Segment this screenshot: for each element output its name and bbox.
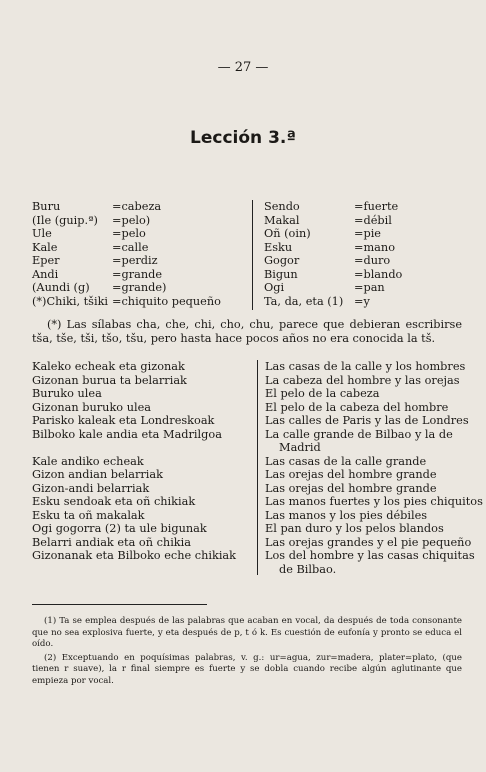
vocab-row xyxy=(264,295,462,309)
vocab-meaning: =grande xyxy=(112,267,163,281)
vocab-row xyxy=(264,254,462,268)
vocabulary-divider xyxy=(252,200,253,310)
vocab-meaning: =fuerte xyxy=(354,200,399,213)
sentence-spanish: Las orejas grandes y el pie pequeño xyxy=(265,535,472,549)
vocab-word: Bigun xyxy=(264,267,298,281)
footnote-2: (2) Exceptuando en poquísimas palabras, v. g.: ur=agua, zur=madera, plater=plato, (que tienen r suave), la r final siempre es fuerte y se dobla cuando recibe algún aglutinante que empieza por vocal. xyxy=(32,652,462,686)
sentence-spanish: La calle grande de Bilbao y la de xyxy=(265,427,453,441)
vocab-meaning: =perdiz xyxy=(112,254,158,267)
sentence-basque: Belarri andiak eta oñ chikia xyxy=(32,535,191,549)
sentence-spanish: Las manos y los pies débiles xyxy=(265,508,428,522)
sentence-basque: Gizonanak eta Bilboko eche chikiak xyxy=(32,549,237,562)
sentence-spanish: Las casas de la calle grande xyxy=(265,454,427,468)
vocab-row xyxy=(264,200,462,214)
sentence-spanish-continuation: Madrid xyxy=(279,441,321,454)
vocabulary-left-column xyxy=(32,200,242,308)
vocab-word: (Ile (guip.ª) xyxy=(32,213,98,227)
vocab-word: Makal xyxy=(264,213,300,227)
sentence-basque: Gizonan burua ta belarriak xyxy=(32,373,187,387)
vocab-row xyxy=(32,200,242,214)
vocab-word: Ogi xyxy=(264,281,285,294)
sentence-spanish: El pan duro y los pelos blandos xyxy=(265,522,444,535)
vocab-word: Oñ (oin) xyxy=(264,227,311,240)
sentence-basque: Kale andiko echeak xyxy=(32,454,144,468)
footnote-rule xyxy=(32,604,207,605)
vocab-meaning: =cabeza xyxy=(112,200,162,213)
vocab-row xyxy=(264,281,462,295)
sentences-basque-column xyxy=(32,360,252,563)
vocab-row xyxy=(32,241,242,255)
vocab-meaning: =blando xyxy=(354,267,403,281)
sentence-spanish: El pelo de la cabeza xyxy=(265,387,380,400)
sentence-basque: Esku sendoak eta oñ chikiak xyxy=(32,495,196,508)
sentence-spanish-continuation: de Bilbao. xyxy=(279,562,337,576)
vocab-row xyxy=(264,214,462,228)
vocab-meaning: =calle xyxy=(112,240,149,254)
vocab-meaning: =débil xyxy=(354,213,392,227)
vocab-row xyxy=(32,227,242,241)
sentences-spanish-column xyxy=(265,360,483,576)
vocab-word: Eper xyxy=(32,254,60,267)
vocab-word: Gogor xyxy=(264,254,300,267)
sentence-basque: Bilboko kale andia eta Madrilgoa xyxy=(32,427,222,441)
lesson-title: Lección 3.ª xyxy=(190,128,296,148)
sentence-basque: Parisko kaleak eta Londreskoak xyxy=(32,414,215,427)
vocab-meaning: =pelo xyxy=(112,227,146,240)
vocab-word: Buru xyxy=(32,200,61,213)
vocab-meaning: =mano xyxy=(354,240,395,254)
vocab-word: (*)Chiki, tšiki xyxy=(32,294,109,308)
vocabulary-table xyxy=(32,200,462,308)
sentence-spanish: Las calles de Paris y las de Londres xyxy=(265,414,469,427)
vocab-word: Ule xyxy=(32,227,52,240)
sentence-spanish: Los del hombre y las casas chiquitas xyxy=(265,549,475,562)
vocab-meaning: =y xyxy=(354,294,370,308)
sentence-spanish: Las manos fuertes y los pies chiquitos xyxy=(265,495,483,508)
sentence-spanish: El pelo de la cabeza del hombre xyxy=(265,400,449,414)
vocab-word: Esku xyxy=(264,240,293,254)
sentence-spanish: Las casas de la calle y los hombres xyxy=(265,360,466,373)
vocab-row xyxy=(264,241,462,255)
sentence-basque: Gizonan buruko ulea xyxy=(32,400,151,414)
vocab-meaning: =grande) xyxy=(112,281,167,294)
vocab-row xyxy=(32,281,242,295)
sentence-basque: Gizon-andi belarriak xyxy=(32,481,150,495)
footnote-1: (1) Ta se emplea después de las palabras que acaban en vocal, da después de toda consonante que no sea explosiva fuerte, y eta después de p, t ó k. Es cuestión de eufonía y pronto se educa el oído. xyxy=(32,616,462,650)
sentence-spanish: Las orejas del hombre grande xyxy=(265,481,437,495)
vocab-word: Kale xyxy=(32,240,58,254)
note-text: (*) Las sílabas cha, che, chi, cho, chu, parece que debieran escribirse tša, tše, tši, tšo, tšu, pero hasta hace pocos años no era conocida la tš. xyxy=(32,318,462,345)
pronunciation-note xyxy=(32,318,462,345)
vocab-row xyxy=(264,227,462,241)
sentence-basque: Ogi gogorra (2) ta ule bigunak xyxy=(32,522,207,535)
sentence-basque: Kaleko echeak eta gizonak xyxy=(32,360,185,373)
sentence-spanish: Las orejas del hombre grande xyxy=(265,468,437,481)
vocab-meaning: =pie xyxy=(354,227,381,240)
vocab-word: Sendo xyxy=(264,200,300,213)
vocab-row xyxy=(32,214,242,228)
sentence-spanish: La cabeza del hombre y las orejas xyxy=(265,373,460,387)
sentences-divider xyxy=(257,360,258,575)
vocab-word: Andi xyxy=(32,267,59,281)
page-number: — 27 — xyxy=(217,60,269,75)
sentence-gap xyxy=(32,441,252,455)
vocab-meaning: =duro xyxy=(354,254,391,267)
vocab-meaning: =pan xyxy=(354,281,385,294)
vocab-row xyxy=(32,254,242,268)
vocab-word: Ta, da, eta (1) xyxy=(264,294,344,308)
vocab-word: (Aundi (g) xyxy=(32,281,90,294)
vocab-meaning: =pelo) xyxy=(112,213,151,227)
vocab-meaning: =chiquito pequeño xyxy=(112,294,221,308)
vocab-row xyxy=(32,295,242,309)
vocabulary-right-column xyxy=(264,200,462,308)
sentence-basque: Buruko ulea xyxy=(32,387,102,400)
vocab-row xyxy=(264,268,462,282)
footnotes xyxy=(32,616,462,690)
sentence-basque: Gizon andian belarriak xyxy=(32,468,163,481)
vocab-row xyxy=(32,268,242,282)
sentence-basque: Esku ta oñ makalak xyxy=(32,508,145,522)
